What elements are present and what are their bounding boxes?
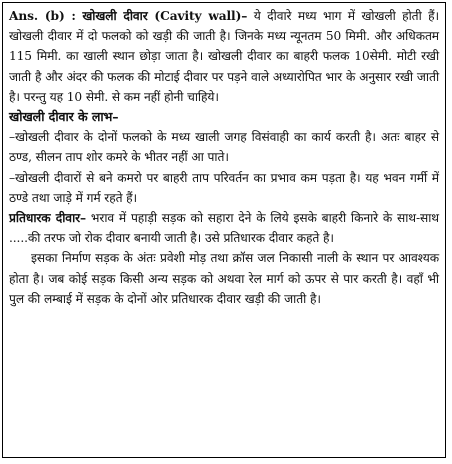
retaining-wall-term: प्रतिधारक दीवार– — [9, 211, 87, 226]
benefit-item-1: –खोखली दीवार के दोनों फलको के मध्य खाली जगह विसंवाही का कार्य करती है। अतः बाहर से ठण्ड, सीलन ताप शोर कमरे के भीतर नहीं आ पाते। — [9, 130, 439, 165]
answer-label: Ans. (b) : — [9, 9, 76, 23]
benefit-item-2: –खोखली दीवारों से बने कमरो पर बाहरी ताप परिवर्तन का प्रभाव कम पड़ता है। यह भवन गर्मी में ठण्डे तथा जाड़े में गर्म रहते हैं। — [9, 170, 439, 205]
cavity-wall-term: खोखली दीवार (Cavity wall)– — [82, 9, 248, 23]
answer-paragraph — [9, 6, 439, 107]
benefits-heading: खोखली दीवार के लाभ– — [9, 109, 119, 125]
retaining-wall-usage-paragraph: इसका निर्माण सड़क के अंतः प्रवेशी मोड़ तथा क्रॉस जल निकासी नाली के स्थान पर आवश्यक होता है। जब कोई सड़क किसी अन्य सड़क को अथवा रेल मार्ग को ऊपर से पार करती है। वहाँ भी पुल की लम्बाई में सड़क के दोनों ओर प्रतिधारक दीवार खड़ी की जाती है। — [9, 251, 439, 306]
answer-box — [2, 2, 446, 458]
cavity-wall-description: ये दीवारे मध्य भाग में खोखली होती हैं। खोखली दीवार में दो फलको को खड़ी की जाती है। जिनके मध्य न्यूनतम 50 मिमी. और अधिकतम 115 मिमी. का खाली स्थान छोड़ा जाता है। खोखली दीवार का बाहरी फलक 10सेमी. मोटी रखी जाती है और अंदर की फलक की मोटाई दीवार पर पड़ने वाले अध्यारोपित भार के अनुसार रखी जाती है। परन्तु यह 10 सेमी. से कम नहीं होनी चाहिये। — [9, 9, 440, 104]
retaining-wall-paragraph — [9, 208, 439, 248]
retaining-wall-description: भराव में पहाड़ी सड़क को सहारा देने के लिये इसके बाहरी किनारे के साथ-साथ .....की तरफ जो रोक दीवार बनायी जाती है। उसे प्रतिधारक दीवार कहते है। — [9, 211, 439, 246]
